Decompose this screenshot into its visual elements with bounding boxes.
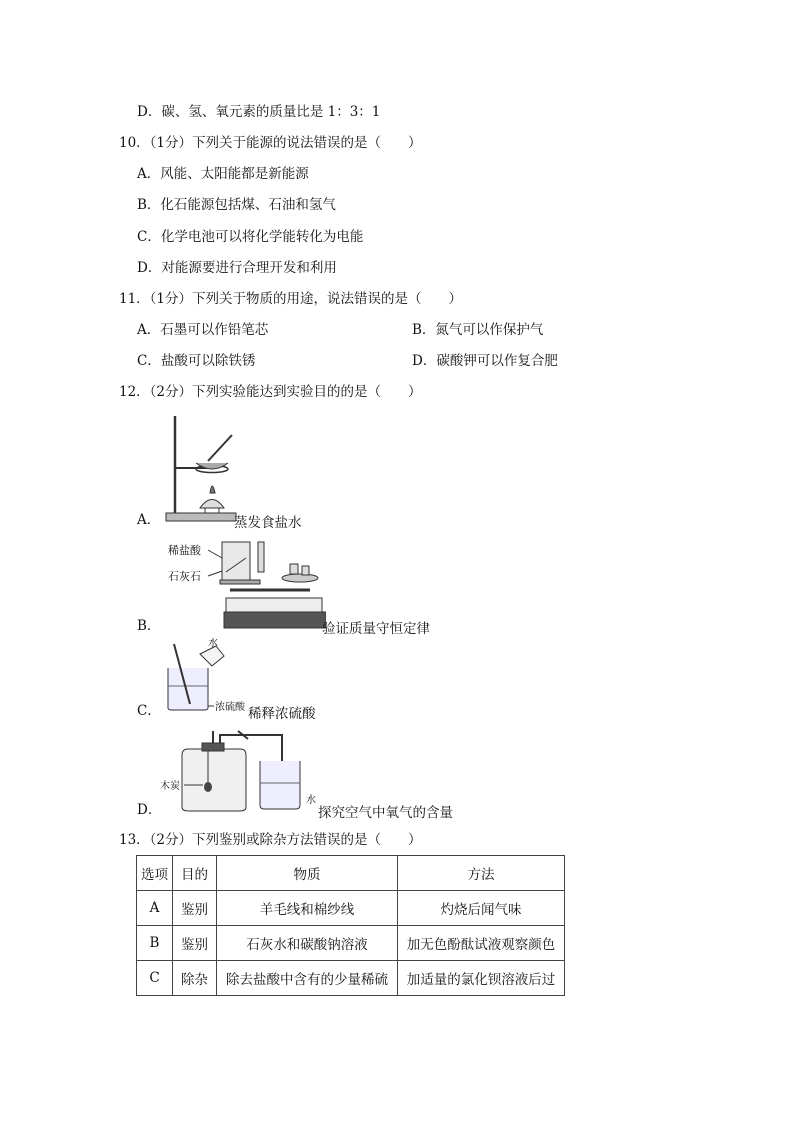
q11-option-a: A．石墨可以作铅笔芯	[137, 322, 269, 338]
table-row	[137, 926, 565, 961]
limestone-label: 石灰石	[168, 570, 201, 583]
water-label: 水	[208, 638, 218, 649]
table-cell: 除去盐酸中含有的少量稀硫	[217, 961, 398, 996]
evaporation-apparatus-figure	[160, 413, 240, 525]
table-cell: 石灰水和碳酸钠溶液	[217, 926, 398, 961]
q11-stem: 11．（1分）下列关于物质的用途，说法错误的是（ ）	[119, 291, 463, 307]
table-cell: B	[137, 926, 173, 961]
q12-stem: 12．（2分）下列实验能达到实验目的的是（ ）	[119, 384, 422, 400]
table-cell: 加无色酚酞试液观察颜色	[398, 926, 565, 961]
table-cell: 除杂	[173, 961, 217, 996]
table-cell: A	[137, 891, 173, 926]
beaker-water-label: 水	[306, 795, 316, 806]
q13-stem: 13．（2分）下列鉴别或除杂方法错误的是（ ）	[119, 832, 422, 848]
table-cell: 鉴别	[173, 891, 217, 926]
conc-sulfuric-acid-label: 浓硫酸	[215, 702, 245, 713]
table-header-cell: 物质	[217, 856, 398, 891]
table-cell: 羊毛线和棉纱线	[217, 891, 398, 926]
q13-table	[136, 855, 565, 996]
q11-option-b: B．氮气可以作保护气	[412, 322, 544, 338]
q11-option-d: D．碳酸钾可以作复合肥	[412, 353, 558, 369]
dilute-hcl-label: 稀盐酸	[168, 544, 201, 557]
q10-stem: 10．（1分）下列关于能源的说法错误的是（ ）	[119, 135, 422, 151]
balance-apparatus-figure	[160, 538, 326, 630]
table-cell: 灼烧后闻气味	[398, 891, 565, 926]
table-header-cell: 方法	[398, 856, 565, 891]
table-header-cell: 目的	[173, 856, 217, 891]
q12-option-d-caption: 探究空气中氧气的含量	[318, 805, 453, 821]
table-row	[137, 891, 565, 926]
table-row	[137, 961, 565, 996]
charcoal-label: 木炭	[160, 781, 180, 792]
q12-option-c-letter: C．	[137, 703, 161, 719]
q12-option-b-caption: 验证质量守恒定律	[322, 621, 430, 637]
oxygen-content-apparatus-figure	[160, 727, 316, 817]
q12-option-b-letter: B．	[137, 618, 161, 634]
table-cell: C	[137, 961, 173, 996]
q12-option-c-caption: 稀释浓硫酸	[248, 706, 316, 722]
q9-option-d: D．碳、氢、氧元素的质量比是 1：3：1	[137, 104, 381, 120]
table-cell: 加适量的氯化钡溶液后过	[398, 961, 565, 996]
table-header-cell: 选项	[137, 856, 173, 891]
q10-option-a: A．风能、太阳能都是新能源	[137, 166, 309, 182]
table-cell: 鉴别	[173, 926, 217, 961]
table-header-row	[137, 856, 565, 891]
q12-option-a-letter: A．	[137, 512, 161, 528]
q10-option-c: C．化学电池可以将化学能转化为电能	[137, 229, 364, 245]
q11-option-c: C．盐酸可以除铁锈	[137, 353, 256, 369]
dilution-apparatus-figure	[160, 638, 248, 714]
q10-option-d: D．对能源要进行合理开发和利用	[137, 260, 337, 276]
q10-option-b: B．化石能源包括煤、石油和氢气	[137, 197, 336, 213]
q12-option-a-caption: 蒸发食盐水	[234, 515, 302, 531]
q12-option-d-letter: D．	[137, 802, 162, 818]
